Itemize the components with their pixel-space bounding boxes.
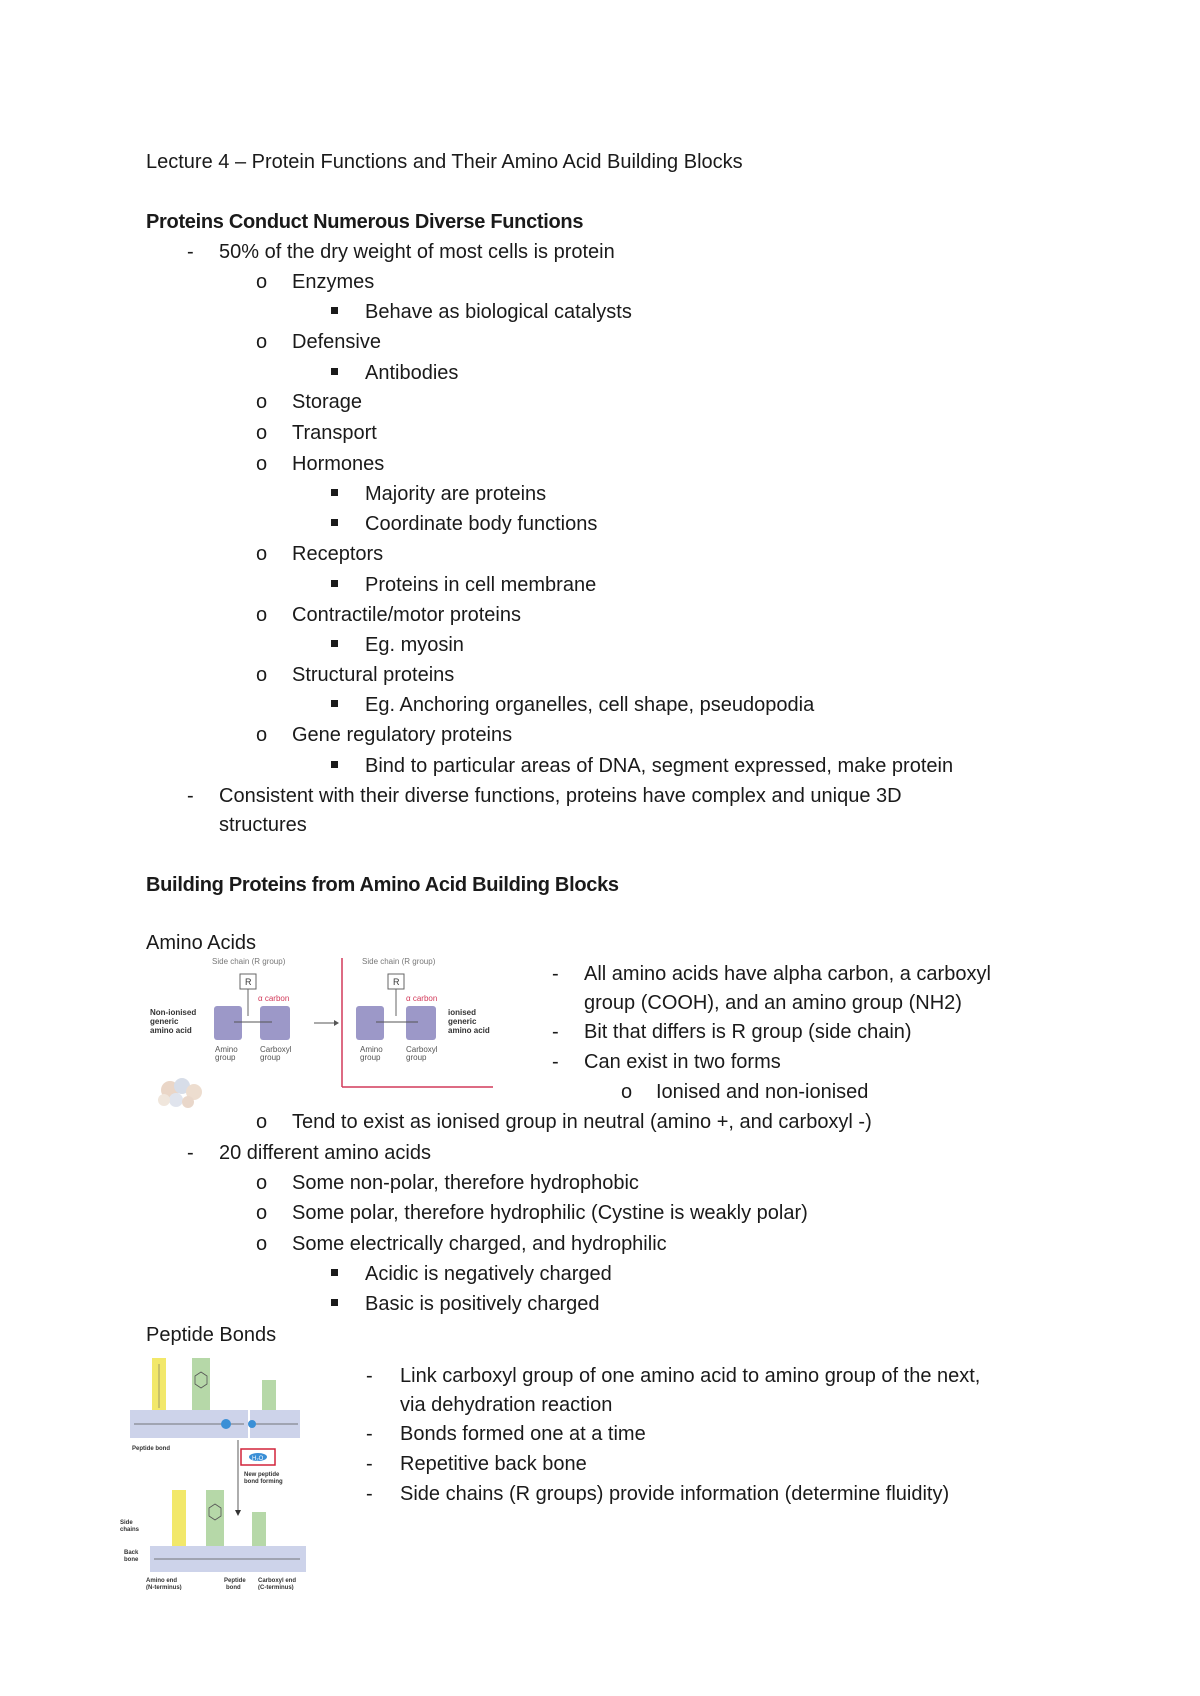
carboxyl-group-label-1: Carboxyl: [260, 1045, 292, 1054]
ionised-label-3: amino acid: [448, 1026, 490, 1035]
alpha-carbon-label-2: α carbon: [406, 994, 438, 1003]
square-bullet: [331, 1269, 338, 1276]
circle-marker: o: [256, 271, 268, 293]
list-item: Majority are proteins: [365, 483, 547, 505]
dash-marker: -: [366, 1483, 373, 1505]
dash-marker: -: [366, 1423, 373, 1445]
list-item: Defensive: [292, 331, 381, 353]
list-item: Gene regulatory proteins: [292, 724, 513, 746]
list-item: Eg. Anchoring organelles, cell shape, pseudopodia: [365, 694, 815, 716]
water-label: H₂O: [252, 1456, 264, 1462]
circle-marker: o: [256, 543, 268, 565]
list-item: Some polar, therefore hydrophilic (Cystine is weakly polar): [292, 1202, 808, 1224]
non-ionised-label-3: amino acid: [150, 1026, 192, 1035]
r-label-2: R: [393, 977, 400, 987]
list-item-continuation: via dehydration reaction: [400, 1394, 613, 1416]
circle-marker: o: [256, 422, 268, 444]
list-item: Some electrically charged, and hydrophilic: [292, 1233, 667, 1255]
carboxyl-group-box-2: [406, 1006, 436, 1040]
peptide-bond-label: Peptide bond: [132, 1446, 170, 1452]
non-ionised-label-1: Non-ionised: [150, 1008, 197, 1017]
amino-group-box: [214, 1006, 242, 1040]
square-bullet: [331, 519, 338, 526]
circle-marker: o: [256, 664, 268, 686]
list-item: Storage: [292, 391, 363, 413]
side-chain-box: [206, 1490, 224, 1546]
side-chain-box: [252, 1512, 266, 1546]
peptide-bond-bottom-label-2: bond: [226, 1585, 241, 1590]
carboxyl-group-label-3: Carboxyl: [406, 1045, 438, 1054]
carboxyl-end-label-2: (C-terminus): [258, 1585, 294, 1590]
list-item: 20 different amino acids: [219, 1142, 431, 1164]
side-chain-label: Side chain (R group): [212, 957, 286, 966]
amino-acid-figure: [148, 956, 498, 1110]
subheading-peptide-bonds: Peptide Bonds: [146, 1324, 277, 1346]
list-item: Some non-polar, therefore hydrophobic: [292, 1172, 639, 1194]
carboxyl-end-label-1: Carboxyl end: [258, 1578, 297, 1584]
backbone-label-1: Back: [124, 1550, 139, 1556]
list-item: Side chains (R groups) provide information (determine fluidity): [400, 1483, 950, 1505]
section-heading-building: Building Proteins from Amino Acid Building Blocks: [146, 874, 619, 896]
peptide-bond-bottom-label-1: Peptide: [224, 1578, 246, 1584]
amino-group-label-4: group: [360, 1053, 381, 1062]
new-bond-label-2: bond forming: [244, 1479, 283, 1485]
circle-marker: o: [256, 1233, 268, 1255]
list-item: 50% of the dry weight of most cells is protein: [219, 241, 615, 263]
circle-marker: o: [621, 1081, 633, 1103]
square-bullet: [331, 761, 338, 768]
protein-blob-image: [158, 1078, 202, 1108]
dash-marker: -: [366, 1365, 373, 1387]
h-group: [248, 1420, 256, 1428]
circle-marker: o: [256, 604, 268, 626]
square-bullet: [331, 700, 338, 707]
list-item: Can exist in two forms: [584, 1051, 781, 1073]
amino-group-label-3: Amino: [360, 1045, 383, 1054]
side-chain-box: [172, 1490, 186, 1546]
list-item: Bit that differs is R group (side chain): [584, 1021, 912, 1043]
peptide-bond-figure: [120, 1352, 310, 1590]
list-item: Enzymes: [292, 271, 375, 293]
circle-marker: o: [256, 1172, 268, 1194]
amino-group-label-2: group: [215, 1053, 236, 1062]
dash-marker: -: [552, 1051, 559, 1073]
dash-marker: -: [187, 785, 194, 807]
list-item: Consistent with their diverse functions, proteins have complex and unique 3D: [219, 785, 902, 807]
carboxyl-group-label-4: group: [406, 1053, 427, 1062]
list-item: Structural proteins: [292, 664, 455, 686]
dash-marker: -: [366, 1453, 373, 1475]
list-item: Bind to particular areas of DNA, segment expressed, make protein: [365, 755, 954, 777]
list-item: Tend to exist as ionised group in neutral (amino +, and carboxyl -): [292, 1111, 872, 1133]
backbone-label-2: bone: [124, 1557, 139, 1563]
square-bullet: [331, 489, 338, 496]
list-item: Transport: [292, 422, 377, 444]
list-item: Behave as biological catalysts: [365, 301, 632, 323]
side-chains-label-2: chains: [120, 1527, 140, 1533]
square-bullet: [331, 580, 338, 587]
list-item-continuation: group (COOH), and an amino group (NH2): [584, 992, 962, 1014]
alpha-carbon-label: α carbon: [258, 994, 290, 1003]
list-item: All amino acids have alpha carbon, a carboxyl: [584, 963, 991, 985]
non-ionised-label-2: generic: [150, 1017, 179, 1026]
list-item: Link carboxyl group of one amino acid to amino group of the next,: [400, 1365, 981, 1387]
carboxyl-group-label-2: group: [260, 1053, 281, 1062]
square-bullet: [331, 1299, 338, 1306]
amino-group-box-2: [356, 1006, 384, 1040]
ionised-label-2: generic: [448, 1017, 477, 1026]
circle-marker: o: [256, 331, 268, 353]
new-bond-label-1: New peptide: [244, 1472, 280, 1478]
amino-end-label-1: Amino end: [146, 1578, 177, 1584]
oh-group: [221, 1419, 231, 1429]
list-item: Hormones: [292, 453, 385, 475]
square-bullet: [331, 640, 338, 647]
carboxyl-group-box: [260, 1006, 290, 1040]
square-bullet: [331, 307, 338, 314]
ionised-label-1: ionised: [448, 1008, 477, 1017]
list-item: Bonds formed one at a time: [400, 1423, 646, 1445]
circle-marker: o: [256, 1111, 268, 1133]
list-item: Proteins in cell membrane: [365, 574, 597, 596]
circle-marker: o: [256, 391, 268, 413]
circle-marker: o: [256, 724, 268, 746]
list-item: Antibodies: [365, 362, 459, 384]
list-item: Contractile/motor proteins: [292, 604, 521, 626]
subheading-amino-acids: Amino Acids: [146, 932, 257, 954]
dash-marker: -: [187, 1142, 194, 1164]
section-heading-functions: Proteins Conduct Numerous Diverse Functions: [146, 211, 584, 233]
list-item: Ionised and non-ionised: [656, 1081, 869, 1103]
circle-marker: o: [256, 453, 268, 475]
list-item: Basic is positively charged: [365, 1293, 600, 1315]
dash-marker: -: [552, 1021, 559, 1043]
amino-group-label-1: Amino: [215, 1045, 238, 1054]
list-item: Eg. myosin: [365, 634, 464, 656]
page-title: Lecture 4 – Protein Functions and Their Amino Acid Building Blocks: [146, 151, 743, 173]
list-item: Repetitive back bone: [400, 1453, 587, 1475]
dash-marker: -: [187, 241, 194, 263]
list-item: Receptors: [292, 543, 384, 565]
side-chains-label-1: Side: [120, 1520, 133, 1526]
circle-marker: o: [256, 1202, 268, 1224]
amino-end-label-2: (N-terminus): [146, 1585, 182, 1590]
dash-marker: -: [552, 963, 559, 985]
list-item-continuation: structures: [219, 814, 307, 836]
list-item: Coordinate body functions: [365, 513, 598, 535]
r-label: R: [245, 977, 252, 987]
list-item: Acidic is negatively charged: [365, 1263, 612, 1285]
side-chain-label-2: Side chain (R group): [362, 957, 436, 966]
square-bullet: [331, 368, 338, 375]
side-chain-box: [262, 1380, 276, 1410]
